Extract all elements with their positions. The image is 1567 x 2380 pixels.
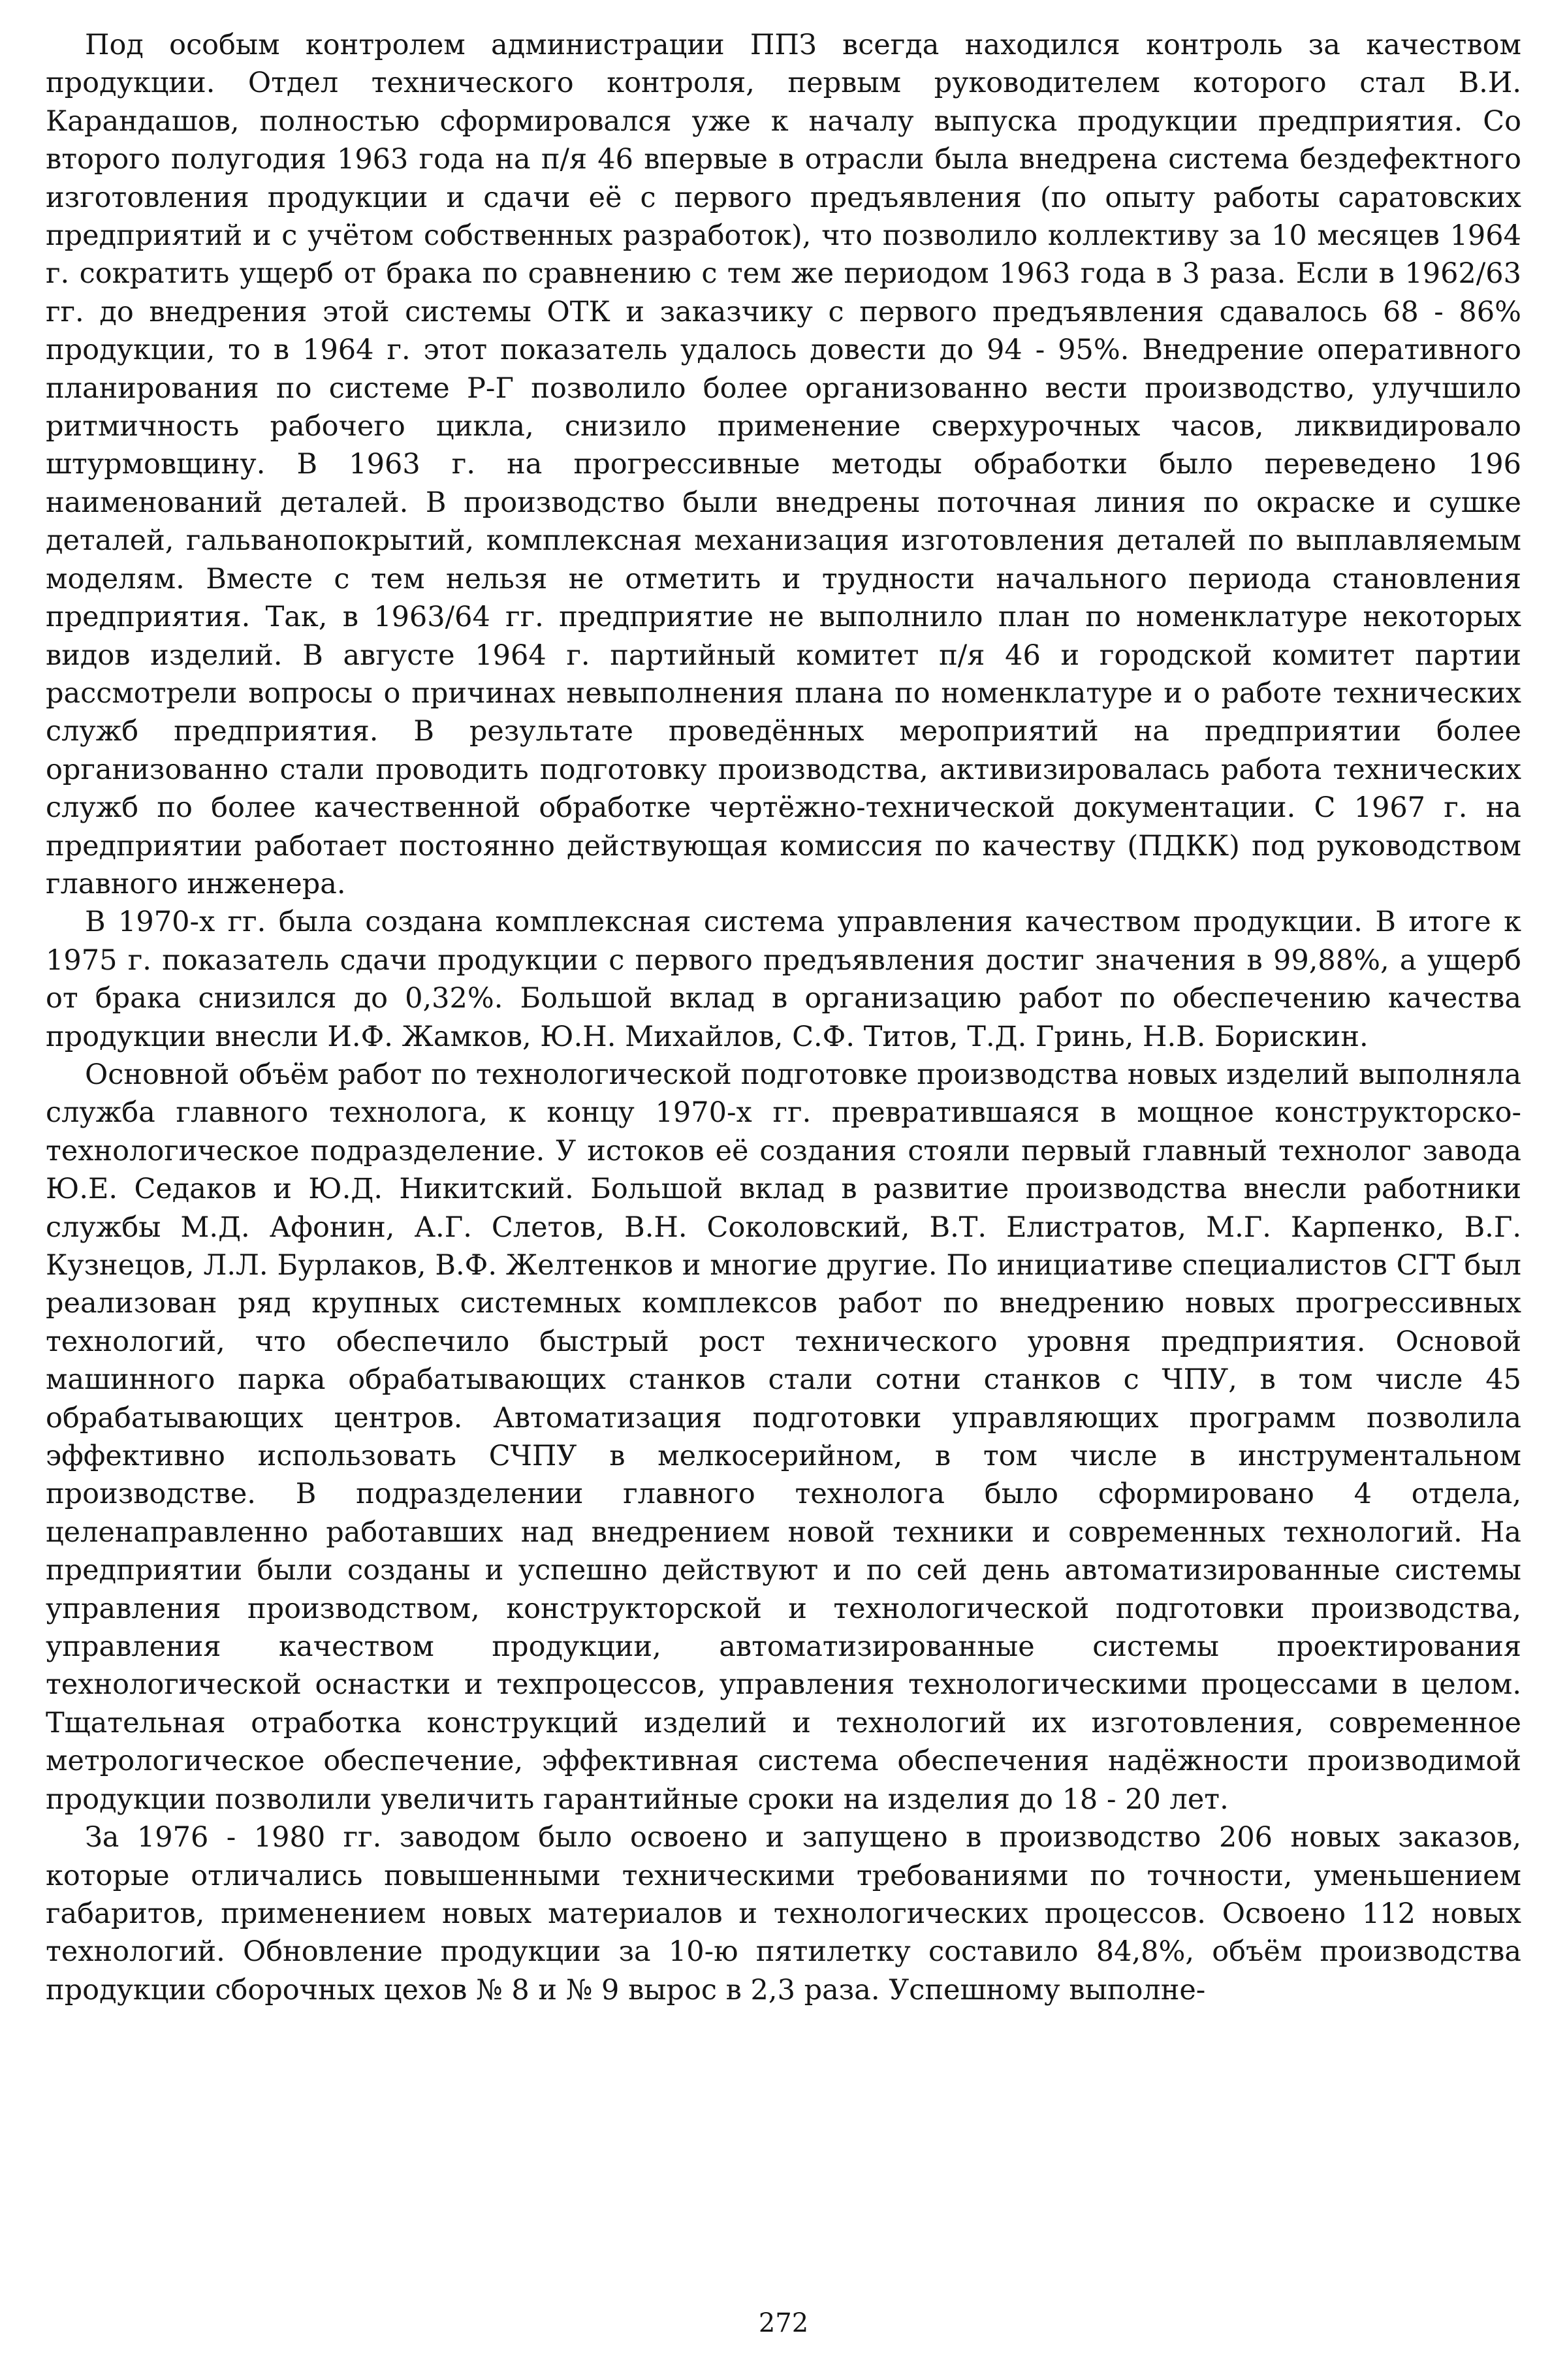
page-number: 272 bbox=[758, 2308, 809, 2338]
paragraph-quality-control: Под особым контролем администрации ППЗ всегда находился контроль за качеством продукции. Отдел технического контроля, первым руководителем которого стал В.И. Карандашов, полностью сформировался уже к началу выпуска продукции предприятия. Со второго полугодия 1963 года на п/я 46 впервые в отрасли была внедрена система бездефектного изготовления продукции и сдачи её с первого предъявления (по опыту работы саратовских предприятий и с учётом собственных разработок), что позволило коллективу за 10 месяцев 1964 г. сократить ущерб от брака по сравнению с тем же периодом 1963 года в 3 раза. Если в 1962/63 гг. до внедрения этой системы ОТК и заказчику с первого предъявления сдавалось 68 - 86% продукции, то в 1964 г. этот показатель удалось довести до 94 - 95%. Внедрение оперативного планирования по системе Р-Г позволило более организованно вести производство, улучшило ритмичность рабочего цикла, снизило применение сверхурочных часов, ликвидировало штурмовщину. В 1963 г. на прогрессивные методы обработки было переведено 196 наименований деталей. В производство были внедрены поточная линия по окраске и сушке деталей, гальванопокрытий, комплексная механизация изготовления деталей по выплавляемым моделям. Вместе с тем нельзя не отметить и трудности начального периода становления предприятия. Так, в 1963/64 гг. предприятие не выполнило план по номенклатуре некоторых видов изделий. В августе 1964 г. партийный комитет п/я 46 и городской комитет партии рассмотрели вопросы о причинах невыполнения плана по номенклатуре и о работе технических служб предприятия. В результате проведённых мероприятий на предприятии более организованно стали проводить подготовку производства, активизировалась работа технических служб по более качественной обработке чертёжно-технической документации. С 1967 г. на предприятии работает постоянно действующая комиссия по качеству (ПДКК) под руководством главного инженера. bbox=[46, 29, 1521, 900]
paragraph-chief-technologist-service: Основной объём работ по технологической подготовке производства новых изделий выполняла служба главного технолога, к концу 1970-х гг. превратившаяся в мощное конструкторско-технологическое подразделение. У истоков её создания стояли первый главный технолог завода Ю.Е. Седаков и Ю.Д. Никитский. Большой вклад в развитие производства внесли работники службы М.Д. Афонин, А.Г. Слетов, В.Н. Соколовский, В.Т. Елистратов, М.Г. Карпенко, В.Г. Кузнецов, Л.Л. Бурлаков, В.Ф. Желтенков и многие другие. По инициативе специалистов СГТ был реализован ряд крупных системных комплексов работ по внедрению новых прогрессивных технологий, что обеспечило быстрый рост технического уровня предприятия. Основой машинного парка обрабатывающих станков стали сотни станков с ЧПУ, в том числе 45 обрабатывающих центров. Автоматизация подготовки управляющих программ позволила эффективно использовать СЧПУ в мелкосерийном, в том числе в инструментальном производстве. В подразделении главного технолога было сформировано 4 отдела, целенаправленно работавших над внедрением новой техники и современных технологий. На предприятии были созданы и успешно действуют и по сей день автоматизированные системы управления производством, конструкторской и технологической подготовки производства, управления качеством продукции, автоматизированные системы проектирования технологической оснастки и техпроцессов, управления технологическими процессами в целом. Тщательная отработка конструкций изделий и технологий их изготовления, современное метрологическое обеспечение, эффективная система обеспечения надёжности производимой продукции позволили увеличить гарантийные сроки на изделия до 18 - 20 лет. bbox=[46, 1058, 1521, 1816]
paragraph-quality-system-1970s: В 1970-х гг. была создана комплексная система управления качеством продукции. В итоге к 1975 г. показатель сдачи продукции с первого предъявления достиг значения в 99,88%, а ущерб от брака снизился до 0,32%. Большой вклад в организацию работ по обеспечению качества продукции внесли И.Ф. Жамков, Ю.Н. Михайлов, С.Ф. Титов, Т.Д. Гринь, Н.В. Борискин. bbox=[46, 906, 1521, 1053]
body-text bbox=[46, 26, 1521, 2009]
paragraph-1976-1980-results: За 1976 - 1980 гг. заводом было освоено и запущено в производство 206 новых заказов, которые отличались повышенными техническими требованиями по точности, уменьшением габаритов, применением новых материалов и технологических процессов. Освоено 112 новых технологий. Обновление продукции за 10-ю пятилетку составило 84,8%, объём производства продукции сборочных цехов № 8 и № 9 вырос в 2,3 раза. Успешному выполне- bbox=[46, 1821, 1521, 2007]
